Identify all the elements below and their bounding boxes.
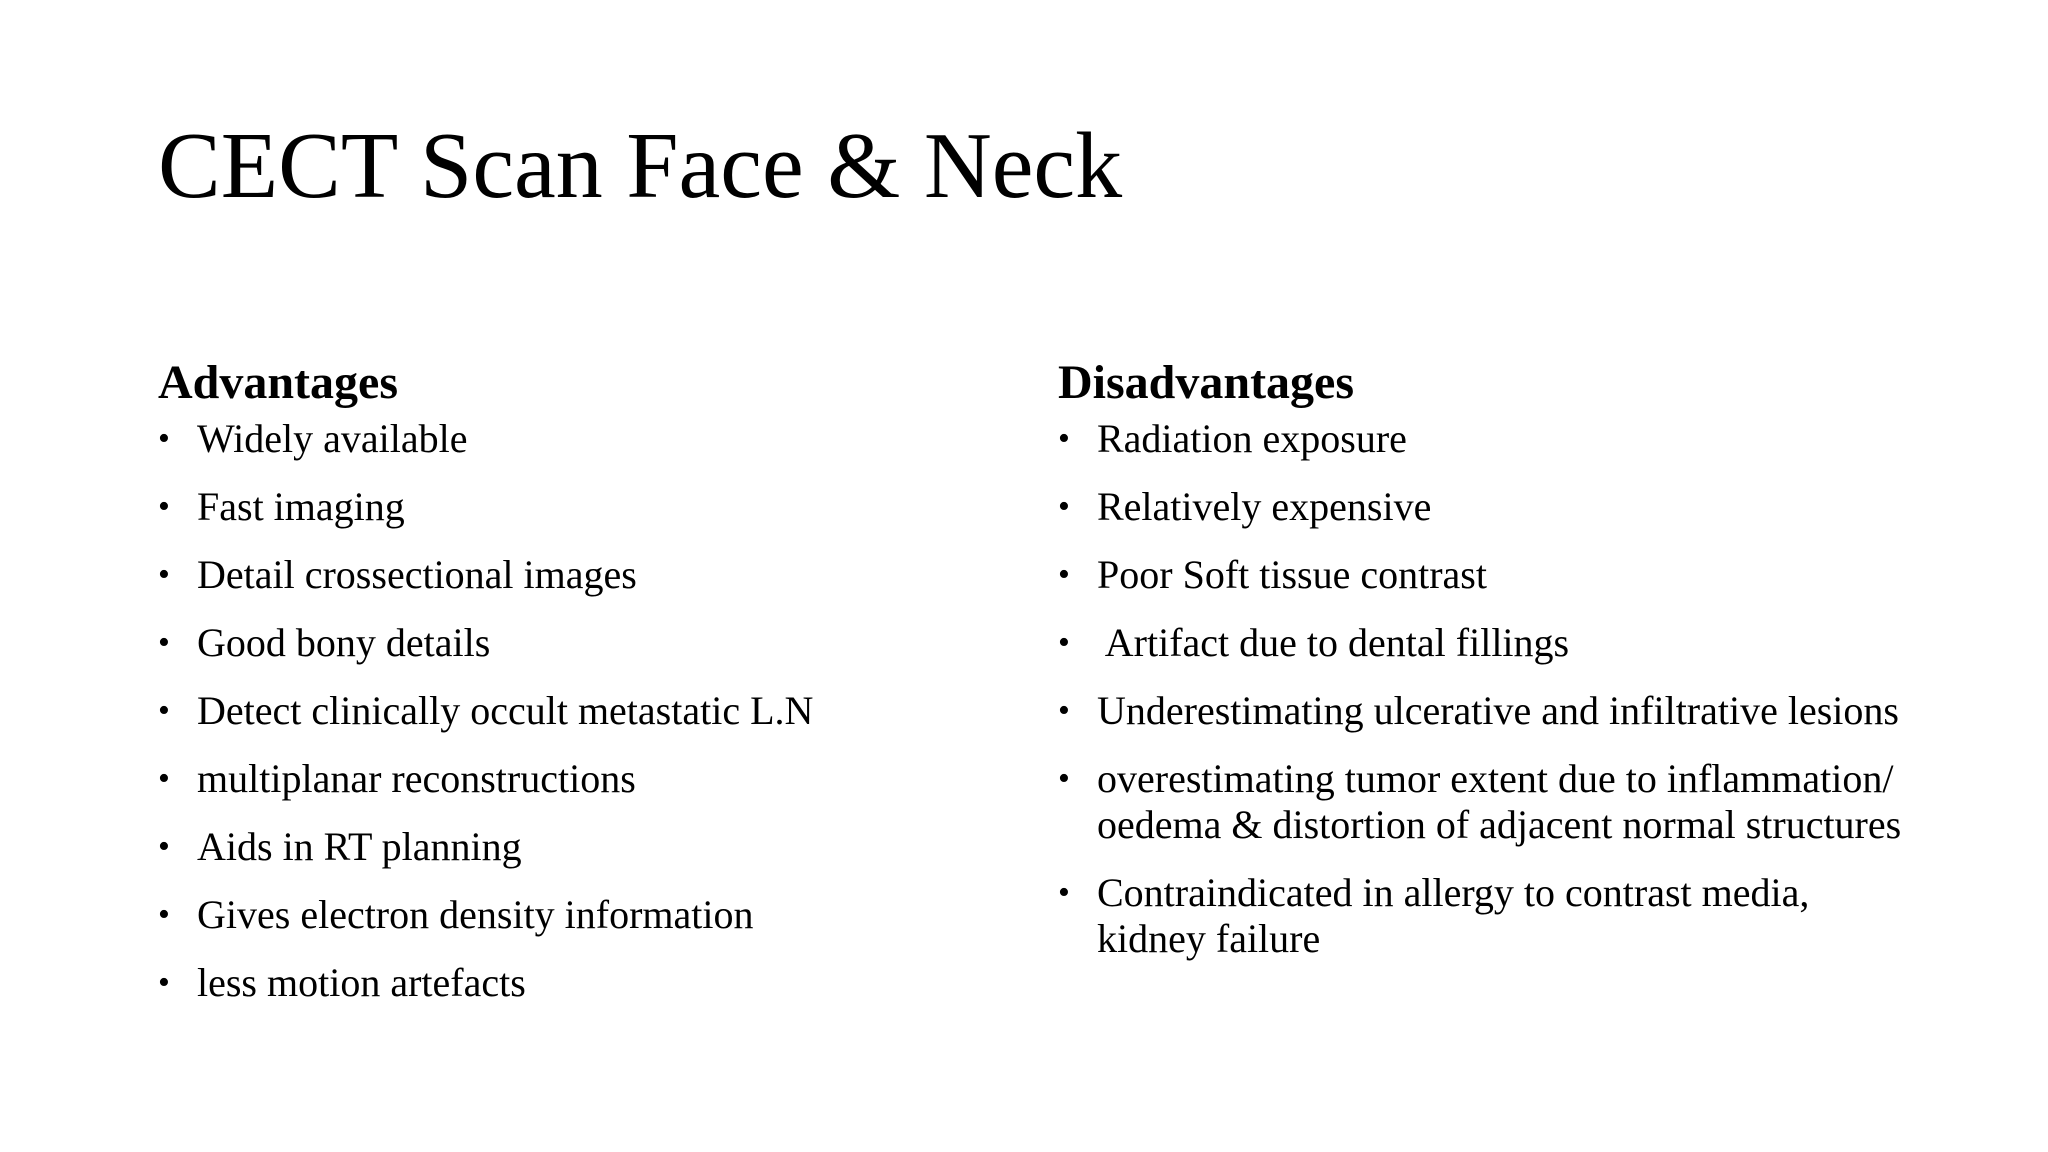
- bullet-icon: •: [158, 555, 170, 593]
- bullet-icon: •: [158, 759, 170, 797]
- advantage-item: [158, 688, 1038, 734]
- bullet-icon: •: [1058, 419, 1070, 457]
- advantages-list: [158, 416, 1038, 1006]
- advantage-item: [158, 552, 1038, 598]
- bullet-icon: •: [1058, 623, 1070, 661]
- bullet-icon: •: [158, 895, 170, 933]
- disadvantage-text: Poor Soft tissue contrast: [1097, 551, 1487, 597]
- advantage-item: [158, 824, 1038, 870]
- bullet-icon: •: [158, 623, 170, 661]
- disadvantage-item: [1058, 870, 1887, 962]
- bullet-icon: •: [158, 827, 170, 865]
- bullet-icon: •: [158, 419, 170, 457]
- advantage-text: Fast imaging: [197, 483, 405, 529]
- advantage-text: less motion artefacts: [197, 959, 526, 1005]
- advantage-text: Good bony details: [197, 619, 491, 665]
- advantage-item: [158, 960, 1038, 1006]
- disadvantage-text: Contraindicated in allergy to contrast media, kidney failure: [1097, 869, 1810, 961]
- disadvantage-item: [1058, 484, 2018, 530]
- disadvantages-column: [1058, 354, 2018, 984]
- advantage-item: [158, 484, 1038, 530]
- advantages-heading: Advantages: [158, 356, 399, 409]
- advantage-text: Widely available: [197, 415, 468, 461]
- disadvantage-text: Artifact due to dental fillings: [1097, 619, 1570, 665]
- advantage-item: [158, 416, 1038, 462]
- disadvantage-item: [1058, 416, 2018, 462]
- disadvantage-item: [1058, 756, 1967, 848]
- disadvantage-text: Relatively expensive: [1097, 483, 1432, 529]
- bullet-icon: •: [1058, 555, 1070, 593]
- disadvantage-text: overestimating tumor extent due to inflammation/ oedema & distortion of adjacent normal structures: [1097, 755, 1902, 847]
- bullet-icon: •: [1058, 691, 1070, 729]
- advantages-column: [158, 354, 1038, 1028]
- disadvantage-text: Underestimating ulcerative and infiltrative lesions: [1097, 687, 1899, 733]
- bullet-icon: •: [1058, 873, 1070, 911]
- disadvantage-item: [1058, 688, 2018, 734]
- advantage-text: multiplanar reconstructions: [197, 755, 636, 801]
- disadvantage-item: [1058, 620, 2018, 666]
- advantage-item: [158, 892, 1038, 938]
- advantage-text: Detect clinically occult metastatic L.N: [197, 687, 814, 733]
- disadvantage-item: [1058, 552, 2018, 598]
- bullet-icon: •: [158, 487, 170, 525]
- advantage-text: Detail crossectional images: [197, 551, 637, 597]
- advantage-text: Gives electron density information: [197, 891, 754, 937]
- bullet-icon: •: [158, 963, 170, 1001]
- bullet-icon: •: [158, 691, 170, 729]
- advantage-item: [158, 756, 1038, 802]
- disadvantage-text: Radiation exposure: [1097, 415, 1407, 461]
- disadvantages-heading: Disadvantages: [1058, 356, 1355, 409]
- advantage-item: [158, 620, 1038, 666]
- advantage-text: Aids in RT planning: [197, 823, 522, 869]
- disadvantages-list: [1058, 416, 2018, 962]
- bullet-icon: •: [1058, 759, 1070, 797]
- slide-title: CECT Scan Face & Neck: [158, 114, 1123, 218]
- bullet-icon: •: [1058, 487, 1070, 525]
